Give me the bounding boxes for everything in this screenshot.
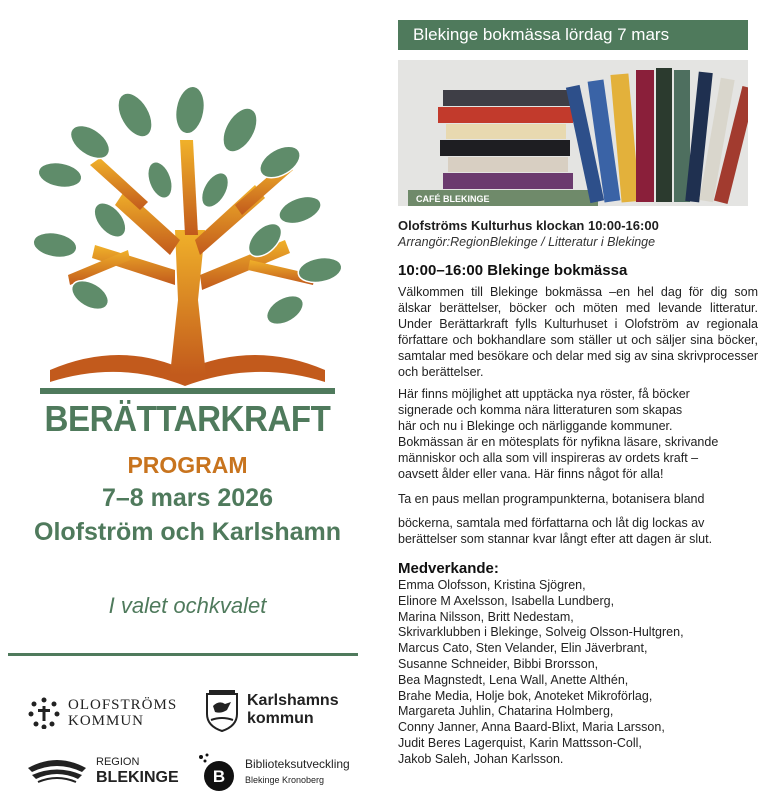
contributor-line: Marina Nilsson, Britt Nedestam, — [398, 609, 574, 624]
venue-time: Olofströms Kulturhus klockan 10:00-16:00 — [398, 218, 659, 233]
karlshamn-line1: Karlshamns — [247, 692, 339, 709]
contributor-line: Judit Beres Lagerquist, Karin Mattsson-Coll, — [398, 735, 642, 750]
details-line: Här finns möjlighet att upptäcka nya röster, få böcker — [398, 387, 690, 401]
bibliotek-line1: Biblioteksutveckling — [245, 757, 350, 771]
region-blekinge-emblem-icon — [26, 756, 88, 784]
organizer: Arrangör:RegionBlekinge / Litteratur i Blekinge — [398, 235, 656, 249]
contributor-line: Skrivarklubben i Blekinge, Solveig Olsson-Hultgren, — [398, 625, 684, 640]
contributor-line: Brahe Media, Holje bok, Anoteket Mikroförlag, — [398, 688, 653, 703]
closing-line: Ta en paus mellan programpunkterna, botanisera bland — [398, 492, 705, 506]
contributors-list — [398, 578, 758, 768]
event-dates: 7–8 mars 2026 — [102, 484, 273, 512]
closing-paragraph — [398, 491, 758, 547]
program-label: PROGRAM — [127, 452, 248, 478]
contributor-line: Margareta Juhlin, Chatarina Holmberg, — [398, 704, 614, 719]
details-line: människor och alla som vill inspireras av ordets kraft – — [398, 451, 699, 465]
details-line: Bokmässan är en mötesplats för nyfikna läsare, skrivande — [398, 435, 719, 449]
event-places: Olofström och Karlshamn — [34, 518, 341, 546]
contributor-line: Emma Olofsson, Kristina Sjögren, — [398, 578, 586, 592]
biblioteksutveckling-b-icon — [197, 752, 237, 792]
left-column — [0, 0, 375, 811]
books-photo — [398, 60, 748, 206]
contributor-line: Jakob Saleh, Johan Karlsson. — [398, 751, 564, 766]
olofstrom-line1: OLOFSTRÖMS — [68, 697, 178, 713]
photo-sign: CAFÉ BLEKINGE — [416, 194, 490, 204]
olofstrom-line2: KOMMUN — [68, 713, 145, 729]
region-blekinge-logo — [26, 754, 179, 786]
olofstrom-logo — [28, 697, 177, 729]
motto: I valet ochkvalet — [108, 593, 267, 618]
karlshamn-shield-icon — [205, 688, 239, 732]
closing-line: berättelser som stannar kvar långt efter att dagen är slut. — [398, 532, 713, 546]
region-line1: REGION — [96, 756, 140, 768]
details-paragraph — [398, 386, 758, 482]
details-line: signerade och komma nära litteraturen som skapas — [398, 403, 683, 417]
contributor-line: Bea Magnstedt, Lena Wall, Anette Althén, — [398, 672, 629, 687]
contributor-line: Elinore M Axelsson, Isabella Lundberg, — [398, 593, 615, 608]
session-title: 10:00–16:00 Blekinge bokmässa — [398, 262, 628, 279]
contributors-title: Medverkande: — [398, 560, 499, 577]
divider — [8, 653, 358, 656]
karlshamn-line2: kommun — [247, 710, 314, 727]
contributor-line: Susanne Schneider, Bibbi Brorsson, — [398, 656, 599, 671]
intro-paragraph: Välkommen till Blekinge bokmässa –en hel dag för dig som älskar berättelser, böcker och möten med levande litteratur. Under Berättarkraft fylls Kulturhuset i Olofström av regionala författare och bokhandlare som ställer ut och säljer sina böcker, samtalar med besökare och delar med sig av sina skrivprocesser och berättelser. — [398, 285, 758, 379]
brand-title: BERÄTTARKRAFT — [44, 398, 331, 439]
tree-book-illustration — [30, 70, 350, 410]
contributor-line: Marcus Cato, Sten Velander, Elin Jäverbrant, — [398, 641, 648, 656]
karlshamn-logo — [205, 688, 339, 732]
olofstrom-emblem-icon — [28, 697, 60, 729]
bibliotek-line2: Blekinge Kronoberg — [245, 775, 325, 785]
details-line: oavsett ålder eller vana. Här finns något för alla! — [398, 467, 664, 481]
closing-line: böckerna, samtala med författarna och låt dig lockas av — [398, 516, 705, 530]
region-line2: BLEKINGE — [96, 769, 179, 786]
svg-text:B: B — [212, 767, 226, 786]
details-line: här och nu i Blekinge och närliggande kommuner. — [398, 419, 673, 433]
contributor-line: Conny Janner, Anna Baard-Blixt, Maria Larsson, — [398, 720, 665, 735]
biblioteksutveckling-logo — [197, 752, 350, 792]
event-banner: Blekinge bokmässa lördag 7 mars — [398, 20, 748, 50]
